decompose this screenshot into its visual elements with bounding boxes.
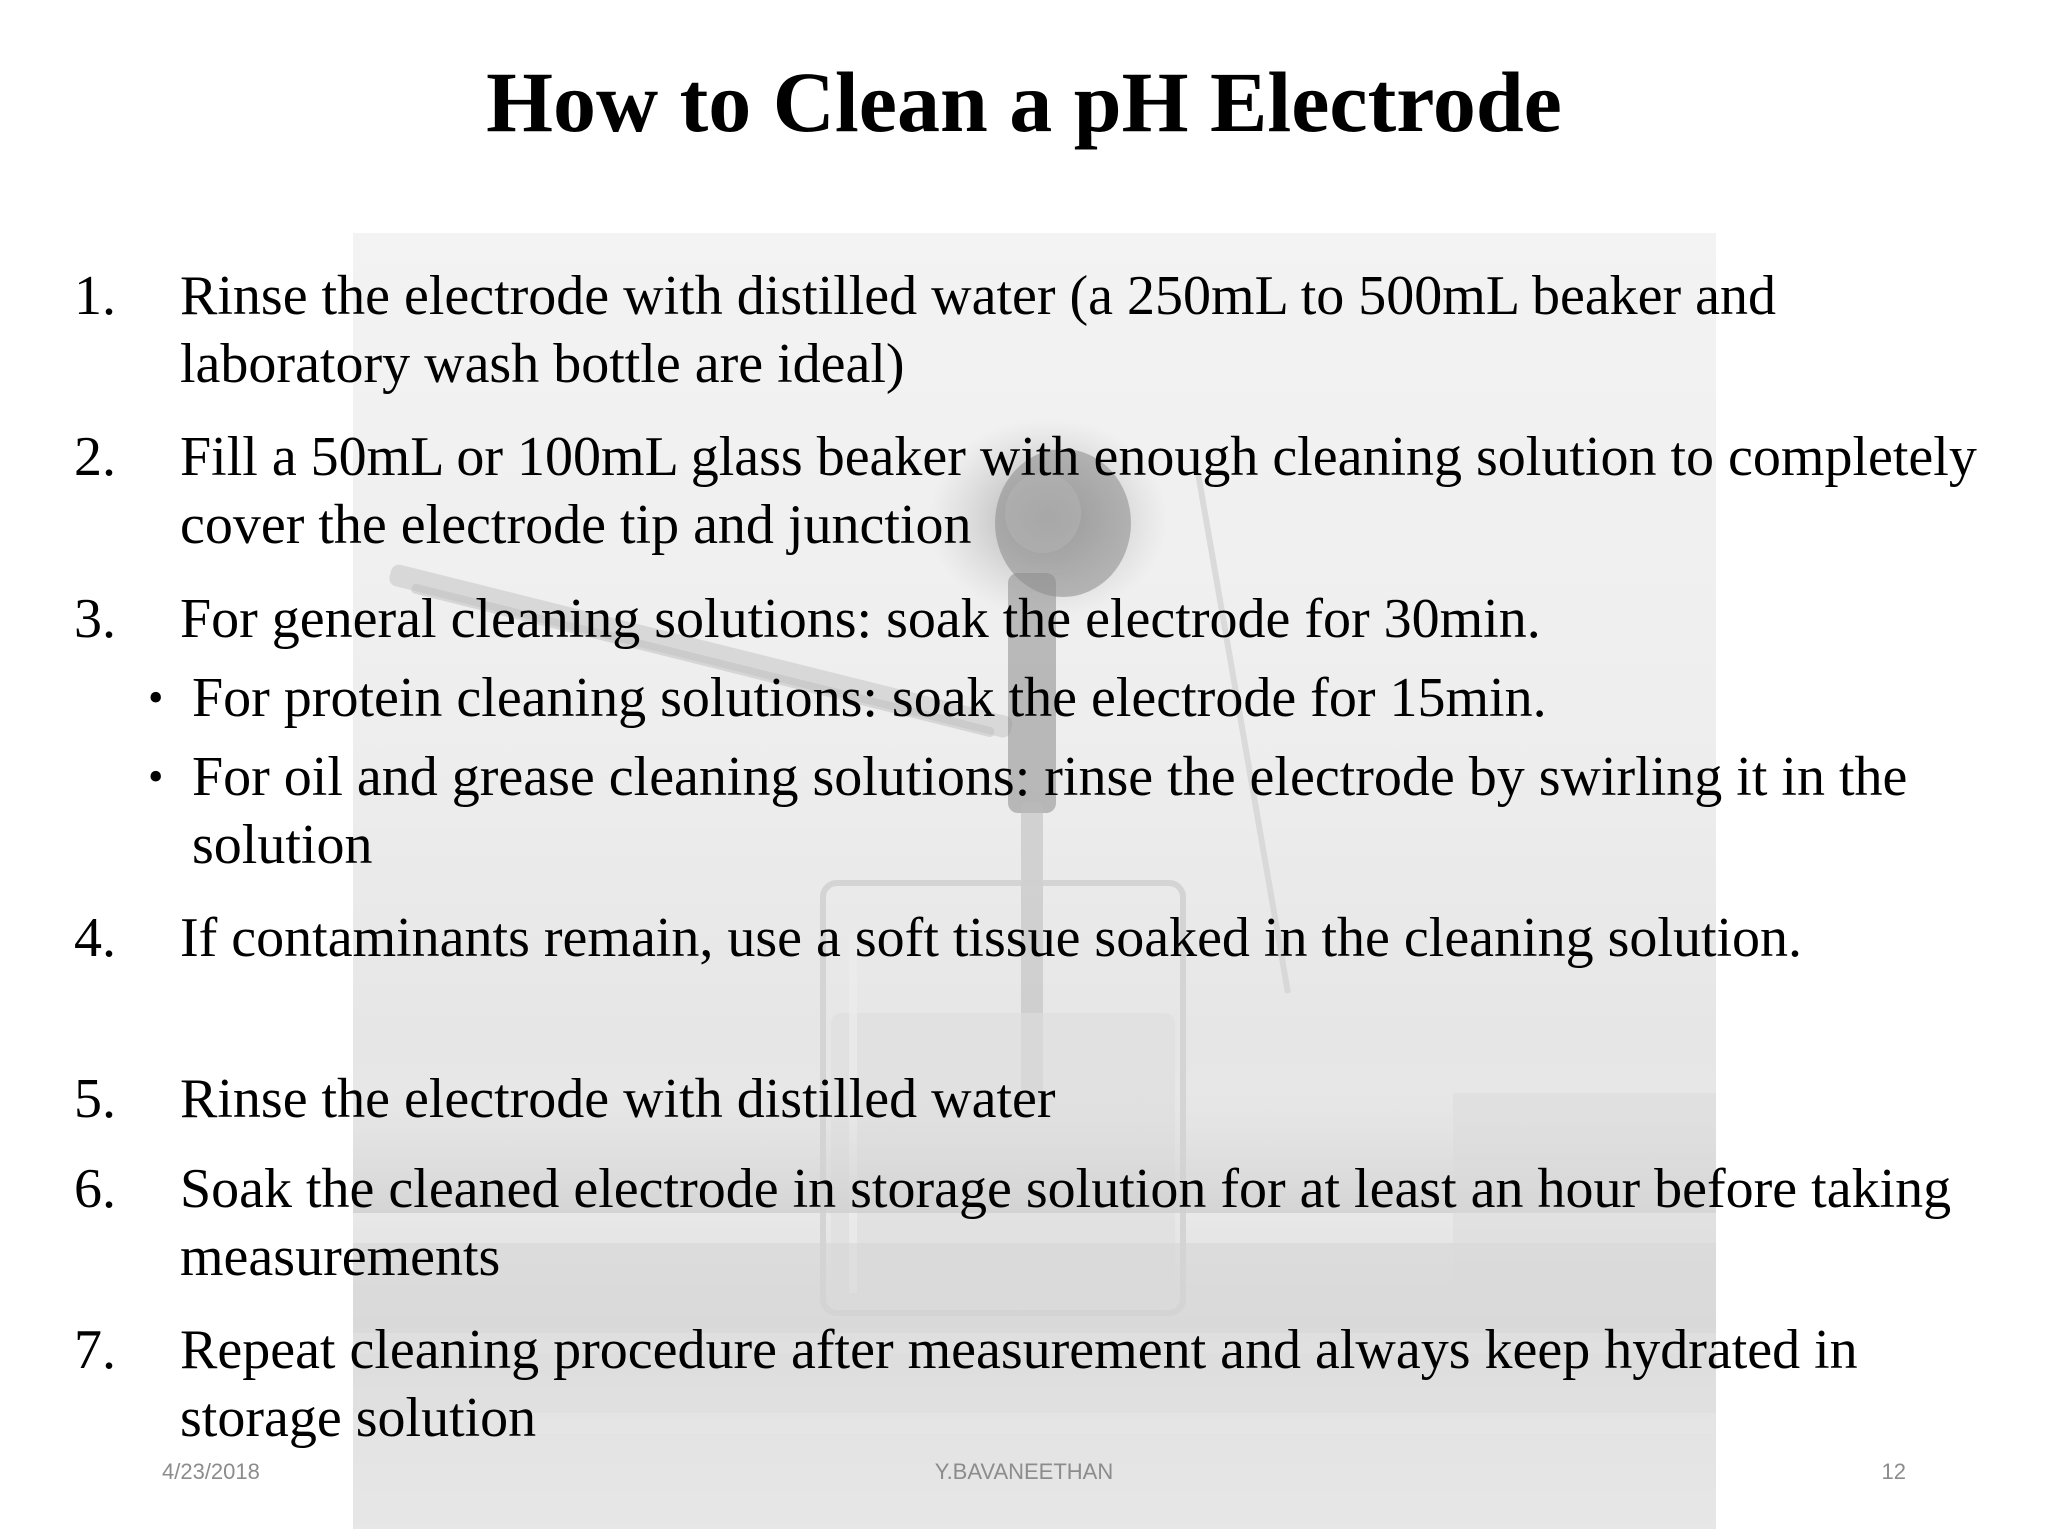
step-number: 7. [74, 1319, 116, 1381]
step-text: If contaminants remain, use a soft tissue soaked in the cleaning solution. [180, 907, 1803, 969]
step-text: Rinse the electrode with distilled water [180, 1068, 1056, 1130]
footer-page-number: 12 [1881, 1459, 1906, 1484]
footer-date: 4/23/2018 [162, 1459, 260, 1484]
slide-title: How to Clean a pH Electrode [486, 54, 1562, 150]
bullet-text: For protein cleaning solutions: soak the electrode for 15min. [192, 667, 1547, 729]
bullet-symbol: • [148, 673, 164, 722]
step-number: 6. [74, 1158, 116, 1220]
bullet-symbol: • [148, 752, 164, 801]
bullet-text: For oil and grease cleaning solutions: rinse the electrode by swirling it in the solution [192, 746, 1908, 876]
step-number: 4. [74, 907, 116, 969]
step-text: Rinse the electrode with distilled water (a 250mL to 500mL beaker and laboratory wash bottle are ideal) [180, 265, 1777, 395]
step-text: Soak the cleaned electrode in storage solution for at least an hour before taking measurements [180, 1158, 1952, 1288]
step-number: 1. [74, 265, 116, 327]
step-number: 2. [74, 426, 116, 488]
step-text: Repeat cleaning procedure after measurement and always keep hydrated in storage solution [180, 1319, 1858, 1449]
step-text: For general cleaning solutions: soak the electrode for 30min. [180, 588, 1541, 650]
step-text: Fill a 50mL or 100mL glass beaker with enough cleaning solution to completely cover the electrode tip and junction [180, 426, 1977, 556]
step-number: 3. [74, 588, 116, 650]
step-number: 5. [74, 1068, 116, 1130]
footer-author: Y.BAVANEETHAN [934, 1459, 1114, 1484]
